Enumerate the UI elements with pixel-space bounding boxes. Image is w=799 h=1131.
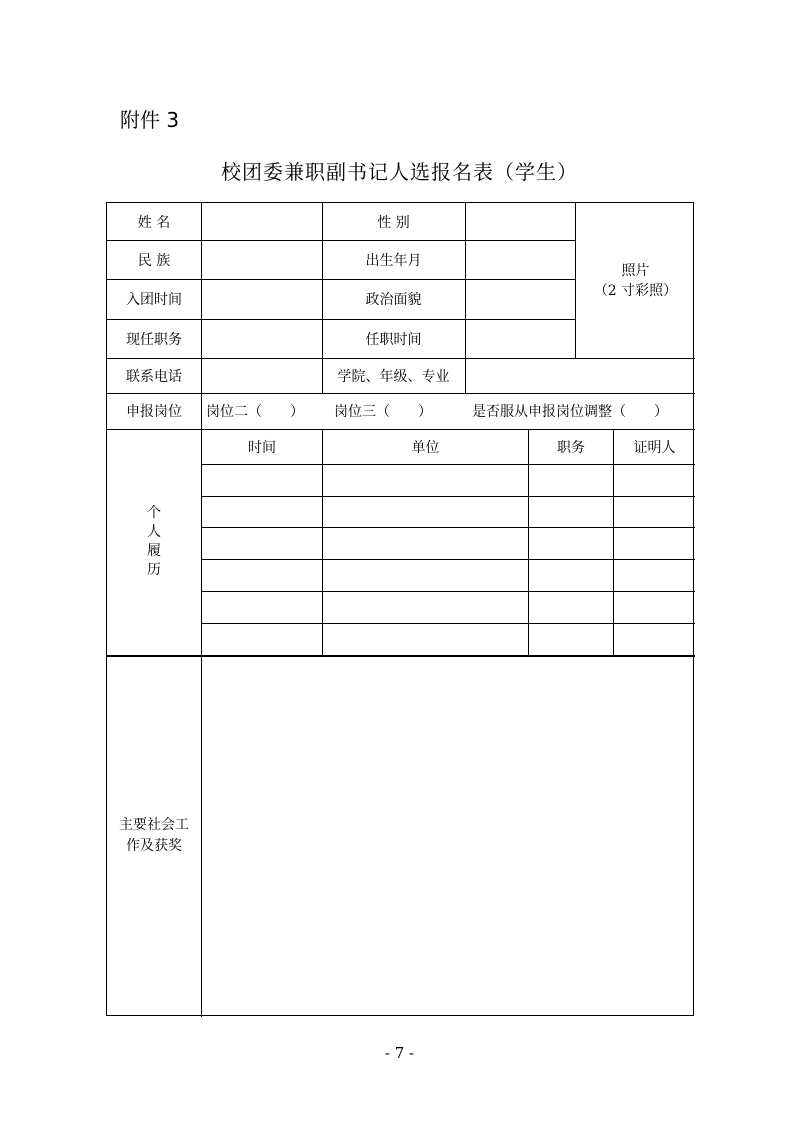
position3-option[interactable]: 岗位三（ ） [334,404,432,420]
resume-row[interactable] [202,497,695,527]
label-ethnicity: 民 族 [137,252,171,269]
resume-header-time: 时间 [248,439,276,456]
awards-line: 作及获奖 [126,838,182,854]
form-title: 校团委兼职副书记人选报名表（学生） [221,160,578,184]
join-time-field[interactable] [202,279,322,319]
resume-char: 个 [147,505,161,521]
label-current-position: 现任职务 [126,331,182,348]
label-political: 政治面貌 [365,292,422,308]
gender-field[interactable] [466,203,575,240]
photo-size-label: （2 寸彩照） [593,282,678,299]
label-tenure: 任职时间 [365,331,422,348]
photo-label: 照片 [621,262,650,279]
label-resume [107,429,201,655]
political-field[interactable] [466,279,575,319]
resume-row[interactable] [202,624,695,655]
resume-row[interactable] [202,465,695,496]
position2-option[interactable]: 岗位二（ ） [206,404,304,420]
current-position-field[interactable] [202,319,322,358]
label-name: 姓 名 [137,214,171,231]
resume-header-position: 职务 [557,439,585,456]
label-gender: 性 别 [377,214,410,231]
page-number: - 7 - [384,1044,415,1062]
resume-row[interactable] [202,528,695,559]
birth-field[interactable] [466,240,575,279]
label-college: 学院、年级、专业 [337,368,450,385]
resume-row[interactable] [202,560,695,591]
college-field[interactable] [466,358,695,393]
resume-header-witness: 证明人 [633,439,676,456]
attachment-label: 附件 3 [120,108,180,132]
photo-box[interactable] [576,203,695,358]
awards-line: 主要社会工 [119,817,189,833]
tenure-field[interactable] [466,319,575,358]
label-apply-position: 申报岗位 [126,404,182,420]
awards-field[interactable] [202,657,695,1015]
ethnicity-field[interactable] [202,240,322,279]
label-phone: 联系电话 [126,368,182,385]
resume-char: 履 [147,543,161,559]
resume-header-unit: 单位 [411,439,440,456]
resume-row[interactable] [202,592,695,623]
phone-field[interactable] [202,358,322,393]
obey-adjustment-option[interactable]: 是否服从申报岗位调整（ ） [472,404,668,420]
name-field[interactable] [202,203,322,240]
resume-char: 人 [147,524,161,540]
label-awards [107,657,201,1015]
resume-char: 历 [147,562,161,578]
label-birth: 出生年月 [365,252,422,269]
registration-form [106,202,694,1016]
label-join-time: 入团时间 [126,292,182,308]
